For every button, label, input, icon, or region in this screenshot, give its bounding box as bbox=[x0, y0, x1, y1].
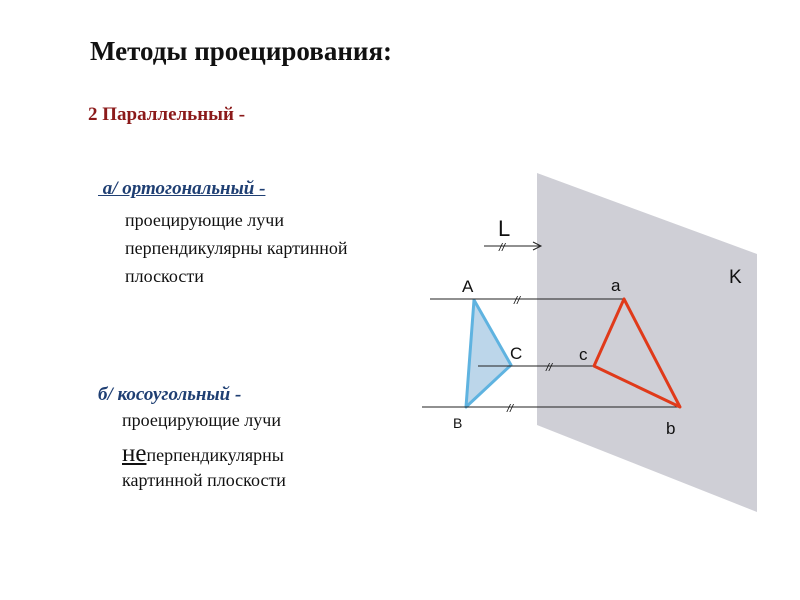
projection-b-label: b bbox=[666, 419, 676, 438]
point-b-label: B bbox=[453, 415, 463, 431]
oblique-desc-line3: картинной плоскости bbox=[122, 470, 286, 490]
point-c-label: C bbox=[510, 344, 523, 363]
orthogonal-desc-line1: проецирующие лучи bbox=[125, 210, 284, 230]
slide-title: Методы проецирования: bbox=[90, 36, 393, 66]
ray-a-parallel-mark: // bbox=[514, 295, 521, 307]
orthogonal-heading: а/ ортогональный - bbox=[98, 178, 266, 199]
ray-b-parallel-mark: // bbox=[507, 403, 514, 415]
plane-label: K bbox=[729, 267, 742, 288]
projection-c-label: c bbox=[579, 345, 588, 364]
oblique-heading: б/ косоугольный - bbox=[98, 384, 242, 405]
oblique-desc-line1: проецирующие лучи bbox=[122, 410, 281, 430]
oblique-ne-prefix: не bbox=[122, 440, 147, 467]
point-a-label: A bbox=[462, 277, 474, 296]
direction-parallel-mark: // bbox=[499, 242, 506, 254]
ray-c-parallel-mark: // bbox=[546, 362, 553, 374]
direction-label: L bbox=[498, 216, 511, 241]
section-heading: 2 Параллельный - bbox=[88, 104, 246, 125]
orthogonal-desc-line3: плоскости bbox=[125, 266, 204, 286]
oblique-line2-rest: перпендикулярны bbox=[146, 445, 284, 465]
projection-a-label: a bbox=[611, 276, 621, 295]
original-triangle bbox=[466, 300, 511, 407]
orthogonal-desc-line2: перпендикулярны картинной bbox=[125, 238, 348, 258]
